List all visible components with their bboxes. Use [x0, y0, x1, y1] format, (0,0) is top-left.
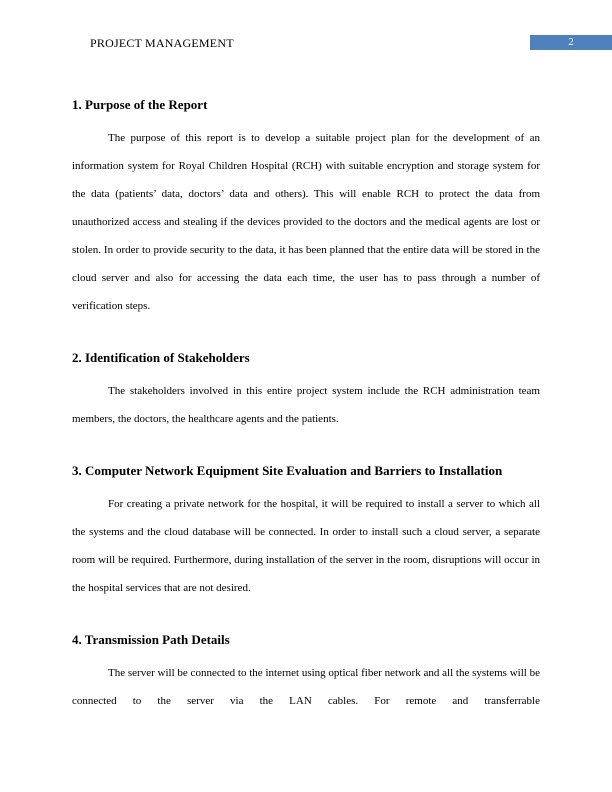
- section-paragraph: The purpose of this report is to develop a suitable project plan for the development of an information system for Royal Children Hospital (RCH) with suitable encryption and storage system for the data (patients’ data, doctors’ data and others). This will enable RCH to protect the data from unauthorized access and stealing if the devices provided to the doctors and the medical agents are lost or stolen. In order to provide security to the data, it has been planned that the entire data will be stored in the cloud server and also for accessing the data each time, the user has to pass through a number of verification steps.: [72, 132, 540, 312]
- section-paragraph: The stakeholders involved in this entire project system include the RCH administration team members, the doctors, the healthcare agents and the patients.: [72, 385, 540, 425]
- section-transmission-path: [72, 630, 540, 715]
- section-stakeholders: [72, 348, 540, 433]
- page-number: 2: [530, 35, 612, 50]
- section-site-evaluation: [72, 461, 540, 602]
- section-heading: 1. Purpose of the Report: [72, 97, 208, 112]
- document-body: [72, 95, 540, 715]
- section-heading: 3. Computer Network Equipment Site Evaluation and Barriers to Installation: [72, 463, 503, 478]
- section-paragraph: For creating a private network for the hospital, it will be required to install a server to which all the systems and the cloud database will be connected. In order to install such a cloud server, a separate room will be required. Furthermore, during installation of the server in the room, disruptions will occur in the hospital services that are not desired.: [72, 498, 540, 594]
- section-heading: 2. Identification of Stakeholders: [72, 350, 250, 365]
- header-title: PROJECT MANAGEMENT: [90, 36, 234, 50]
- section-purpose: [72, 95, 540, 320]
- section-heading: 4. Transmission Path Details: [72, 632, 230, 647]
- section-paragraph: The server will be connected to the internet using optical fiber network and all the systems will be connected to the server via the LAN cables. For remote and transferrable: [72, 667, 540, 707]
